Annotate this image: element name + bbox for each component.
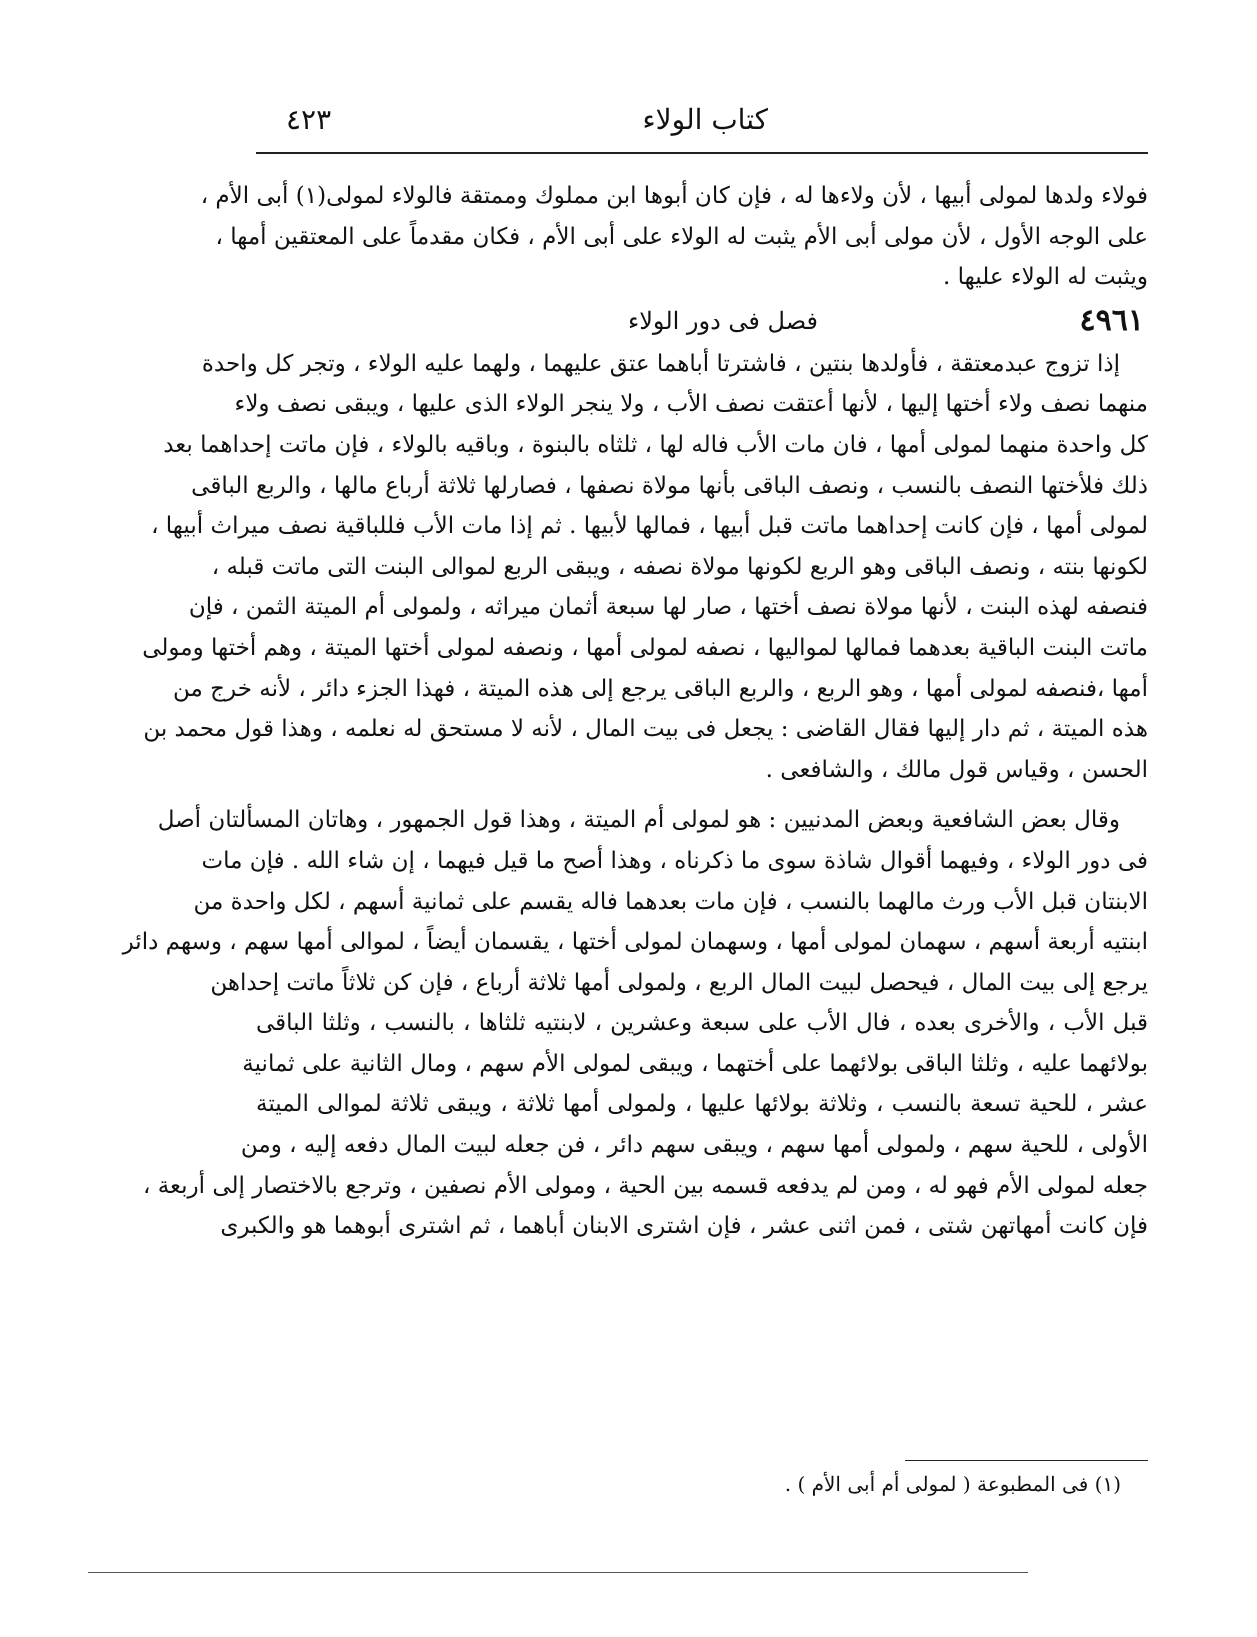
text-line: ماتت البنت الباقية بعدهما فمالها لمواليها ، نصفه لمولى أمها ، ونصفه لمولى أختها الميتة ، وهم أختها ومولى: [142, 634, 1148, 661]
text-line: على الوجه الأول ، لأن مولى أبى الأم يثبت له الولاء على أبى الأم ، فكان مقدماً على المعتقين أمها ،: [215, 223, 1148, 250]
paragraph-2: [142, 344, 1148, 791]
text-line: ذلك فلأختها النصف بالنسب ، ونصف الباقى بأنها مولاة نصفها ، فصارلها ثلاثة أرباع مالها ، والربع الباقى: [191, 472, 1148, 499]
text-line: عشر ، للحية تسعة بالنسب ، وثلاثة بولائها عليها ، ولمولى أمها ثلاثة ، ويبقى ثلاثة لموالى الميتة: [256, 1091, 1148, 1118]
page-number: ٤٢٣: [286, 103, 332, 136]
running-title: كتاب الولاء: [642, 103, 768, 136]
footnote-rule: [905, 1460, 1148, 1461]
paragraph-gap: [256, 790, 1148, 800]
text-line: وقال بعض الشافعية وبعض المدنيين : هو لمولى أم الميتة ، وهذا قول الجمهور ، وهاتان المسألتان أصل: [157, 807, 1120, 834]
text-line: الأولى ، للحية سهم ، ولمولى أمها سهم ، ويبقى سهم دائر ، فن جعله لبيت المال دفعه إليه ، ومن: [240, 1132, 1148, 1159]
paragraph-3: [122, 800, 1148, 1247]
text-line: الابنتان قبل الأب ورث مالهما بالنسب ، فإن مات بعدهما فاله يقسم على ثمانية أسهم ، لكل واحدة من: [193, 888, 1148, 915]
page-header: [256, 100, 1148, 140]
text-line: فولاء ولدها لمولى أبيها ، لأن ولاءها له ، فإن كان أبوها ابن مملوك وممتقة فالولاء لمولى(١) أبى الأم ،: [200, 183, 1148, 209]
text-line: هذه الميتة ، ثم دار إليها فقال القاضى : يجعل فى بيت المال ، لأنه لا مستحق له نعلمه ، وهذا قول محمد بن: [143, 716, 1148, 743]
paragraph-1: [200, 176, 1148, 298]
main-text: [122, 176, 1148, 1247]
text-line: الحسن ، وقياس قول مالك ، والشافعى .: [765, 756, 1148, 783]
text-line: قبل الأب ، والأخرى بعده ، فال الأب على سبعة وعشرين ، لابنتيه ثلثاها ، بالنسب ، وثلثا الباقى: [256, 1010, 1148, 1037]
text-line: يرجع إلى بيت المال ، فيحصل لبيت المال الربع ، ولمولى أمها ثلاثة أرباع ، فإن كن ثلاثاً ماتت إحداهن: [210, 969, 1148, 996]
text-line: ابنتيه أربعة أسهم ، سهمان لمولى أمها ، وسهمان لمولى أختها ، يقسمان أيضاً ، لموالى أمها سهم ، وسهم دائر: [122, 929, 1148, 956]
text-line: لمولى أمها ، فإن كانت إحداهما ماتت قبل أبيها ، فمالها لأبيها . ثم إذا مات الأب فللباقية نصف ميراث أبيها ،: [151, 513, 1148, 540]
section-number: ٤٩٦١: [1079, 302, 1144, 338]
text-line: أمها ،فنصفه لمولى أمها ، وهو الربع ، والربع الباقى يرجع إلى هذه الميتة ، فهذا الجزء دائر ، لأنه خرج من: [173, 675, 1148, 702]
section-heading: [256, 298, 1148, 344]
text-line: ويثبت له الولاء عليها .: [943, 264, 1148, 291]
text-line: كل واحدة منهما لمولى أمها ، فان مات الأب فاله لها ، ثلثاه بالبنوة ، وباقيه بالولاء ، فإن ماتت إحداهما بعد: [163, 431, 1148, 458]
text-line: لكونها بنته ، ونصف الباقى وهو الربع لكونها مولاة نصفه ، ويبقى الربع لموالى البنت التى ماتت قبله ،: [211, 553, 1148, 580]
header-rule: [256, 152, 1148, 154]
text-line: فإن كانت أمهاتهن شتى ، فمن اثنى عشر ، فإن اشترى الابنان أباهما ، ثم اشترى أبوهما هو والكبرى: [220, 1213, 1148, 1240]
footnote: (١) فى المطبوعة ( لمولى أم أبى الأم ) .: [784, 1472, 1121, 1496]
text-line: منهما نصف ولاء أختها إليها ، لأنها أعتقت نصف الأب ، ولا ينجر الولاء الذى عليها ، ويبقى نصف ولاء: [234, 391, 1148, 418]
text-line: جعله لمولى الأم فهو له ، ومن لم يدفعه قسمه بين الحية ، ومولى الأم نصفين ، وترجع بالاختصار إلى أربعة ،: [142, 1172, 1148, 1199]
text-line: فنصفه لهذه البنت ، لأنها مولاة نصف أختها ، صار لها سبعة أثمان ميراثه ، ولمولى أم الميتة الثمن ، فإن: [188, 594, 1148, 621]
section-title: فصل فى دور الولاء: [627, 306, 818, 335]
text-line: إذا تزوج عبدمعتقة ، فأولدها بنتين ، فاشترتا أباهما عتق عليهما ، ولهما عليه الولاء ، وتجر كل واحدة: [201, 350, 1120, 377]
text-line: فى دور الولاء ، وفيهما أقوال شاذة سوى ما ذكرناه ، وهذا أصح ما قيل فيهما ، إن شاء الله . فإن مات: [201, 847, 1148, 874]
bottom-rule: [88, 1572, 1028, 1573]
text-line: بولائهما عليه ، وثلثا الباقى بولائهما على أختهما ، ويبقى لمولى الأم سهم ، ومال الثانية على ثمانية: [242, 1050, 1148, 1077]
